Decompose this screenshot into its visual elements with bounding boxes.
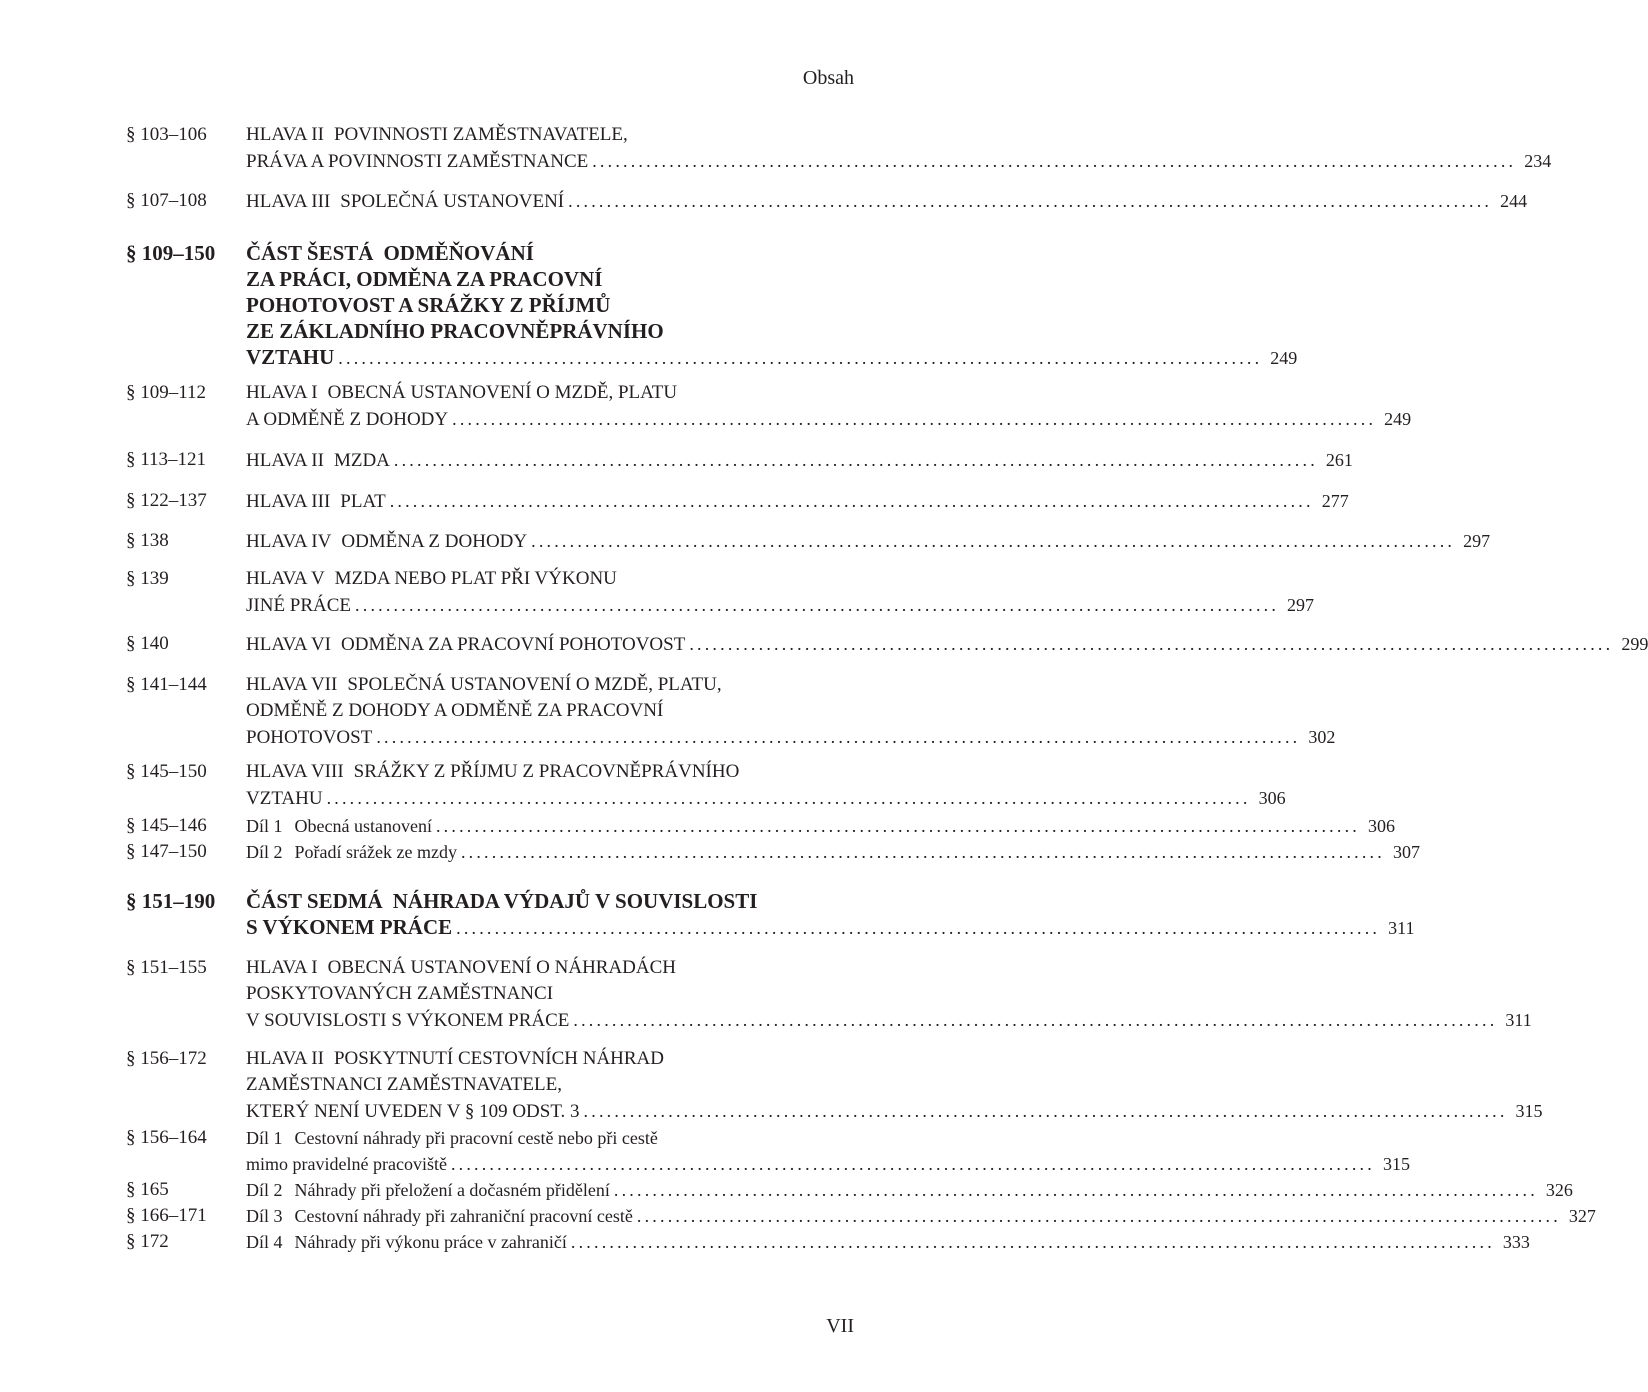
toc-subsection-entry (126, 839, 1420, 865)
page-number-ref: 277 (1321, 491, 1349, 511)
dot-leader: ........................................................................................................................ (393, 450, 1318, 470)
entry-title-line: POSKYTOVANÝCH ZAMĚSTNANCI (246, 983, 554, 1004)
toc-line (126, 1203, 1596, 1229)
entry-title-line: OBECNÁ USTANOVENÍ O MZDĚ, PLATU (327, 382, 678, 403)
entry-label: HLAVA III (246, 191, 331, 212)
toc-line (126, 1098, 1543, 1124)
toc-line (126, 148, 1552, 174)
toc-line (126, 1007, 1532, 1033)
toc-line (126, 785, 1286, 811)
entry-title-line: ODMĚNA ZA PRACOVNÍ POHOTOVOST (341, 634, 686, 655)
section-range: § 141–144 (126, 674, 207, 695)
entry-label: ČÁST SEDMÁ (246, 889, 383, 913)
page-number-ref: 315 (1382, 1154, 1410, 1174)
entry-label: Díl 1 (246, 1128, 283, 1148)
section-range: § 156–164 (126, 1127, 207, 1148)
toc-part-entry (126, 240, 1298, 370)
entry-title-line: JINÉ PRÁCE (246, 595, 352, 616)
dot-leader: ........................................................................................................................ (450, 1154, 1375, 1174)
section-range: § 122–137 (126, 490, 207, 511)
toc-chapter-entry (126, 447, 1353, 473)
toc-subsection-entry (126, 1177, 1573, 1203)
page-number-ref: 234 (1524, 151, 1552, 171)
dot-leader: ........................................................................................................................ (689, 634, 1614, 654)
section-range: § 172 (126, 1231, 169, 1252)
entry-title-line: SPOLEČNÁ USTANOVENÍ (340, 191, 565, 212)
entry-title-line: SRÁŽKY Z PŘÍJMU Z PRACOVNĚPRÁVNÍHO (353, 761, 740, 782)
toc-line (126, 914, 1415, 940)
entry-title-line: ZA PRÁCI, ODMĚNA ZA PRACOVNÍ (246, 267, 603, 291)
page-number-ref: 249 (1270, 348, 1298, 368)
toc-line (126, 813, 1395, 839)
toc-chapter-entry (126, 1046, 1543, 1124)
page-number-ref: 306 (1258, 788, 1286, 808)
page-number-ref: 326 (1545, 1180, 1573, 1200)
entry-label: HLAVA I (246, 957, 318, 978)
page-number-ref: 327 (1568, 1206, 1596, 1226)
entry-title-line: ZAMĚSTNANCI ZAMĚSTNAVATELE, (246, 1074, 562, 1095)
section-range: § 156–172 (126, 1048, 207, 1069)
toc-subsection-entry (126, 1125, 1410, 1177)
page-number-ref: 315 (1515, 1101, 1543, 1121)
toc-line (126, 672, 854, 698)
entry-title-line: KTERÝ NENÍ UVEDEN V § 109 ODST. 3 (246, 1101, 580, 1122)
entry-title-line: POHOTOVOST (246, 727, 373, 748)
dot-leader: ........................................................................................................................ (456, 918, 1381, 938)
entry-title-line: S VÝKONEM PRÁCE (246, 915, 453, 939)
page-number-ref: 261 (1325, 450, 1353, 470)
toc-chapter-entry (126, 488, 1349, 514)
page-number: VII (826, 1315, 854, 1337)
toc-line (126, 1125, 854, 1151)
toc-line (126, 292, 854, 318)
toc-chapter-entry (126, 528, 1491, 554)
section-range: § 166–171 (126, 1205, 207, 1226)
entry-title-line: ZE ZÁKLADNÍHO PRACOVNĚPRÁVNÍHO (246, 319, 664, 343)
toc-line (126, 888, 854, 914)
toc-line (126, 266, 854, 292)
entry-label: Díl 1 (246, 816, 283, 836)
dot-leader: ........................................................................................................................ (531, 531, 1456, 551)
entry-title-line: ODMĚNĚ Z DOHODY A ODMĚNĚ ZA PRACOVNÍ (246, 700, 664, 721)
dot-leader: ........................................................................................................................ (326, 788, 1251, 808)
entry-title-line: Cestovní náhrady při zahraniční pracovní cestě (294, 1206, 633, 1226)
section-range: § 103–106 (126, 124, 207, 145)
dot-leader: ........................................................................................................................ (389, 491, 1314, 511)
entry-label: HLAVA IV (246, 531, 332, 552)
toc-chapter-entry (126, 955, 1532, 1033)
entry-title-line: Obecná ustanovení (294, 816, 432, 836)
section-range: § 107–108 (126, 190, 207, 211)
dot-leader: ........................................................................................................................ (573, 1010, 1498, 1030)
entry-label: HLAVA VI (246, 634, 331, 655)
entry-title-line: NÁHRADA VÝDAJŮ V SOUVISLOSTI (392, 889, 758, 913)
section-range: § 139 (126, 568, 169, 589)
entry-label: Díl 4 (246, 1232, 283, 1252)
toc-chapter-entry (126, 380, 1412, 432)
entry-label: Díl 2 (246, 1180, 283, 1200)
toc-line (126, 839, 1420, 865)
toc-line (126, 1046, 854, 1072)
section-range: § 145–150 (126, 761, 207, 782)
dot-leader: ........................................................................................................................ (583, 1101, 1508, 1121)
entry-label: HLAVA II (246, 1048, 324, 1069)
page-number-ref: 302 (1308, 727, 1336, 747)
entry-title-line: POSKYTNUTÍ CESTOVNÍCH NÁHRAD (333, 1048, 665, 1069)
toc-line (126, 488, 1349, 514)
entry-title-line: VZTAHU (246, 788, 323, 809)
toc-line (126, 122, 854, 148)
toc-line (126, 1177, 1573, 1203)
toc-line (126, 592, 1315, 618)
entry-label: HLAVA VII (246, 674, 338, 695)
toc-line (126, 631, 1648, 657)
entry-title-line: POVINNOSTI ZAMĚSTNAVATELE, (333, 124, 628, 145)
page-number-ref: 297 (1287, 595, 1315, 615)
page-number-ref: 306 (1367, 816, 1395, 836)
section-range: § 147–150 (126, 841, 207, 862)
dot-leader: ........................................................................................................................ (592, 151, 1517, 171)
section-range: § 109–150 (126, 241, 216, 265)
entry-title-line: PLAT (340, 491, 386, 512)
toc-line (126, 318, 854, 344)
toc-line (126, 981, 854, 1007)
dot-leader: ........................................................................................................................ (613, 1180, 1538, 1200)
section-range: § 145–146 (126, 815, 207, 836)
toc-chapter-entry (126, 631, 1648, 657)
page-number-ref: 299 (1621, 634, 1648, 654)
toc-line (126, 528, 1491, 554)
entry-title-line: SPOLEČNÁ USTANOVENÍ O MZDĚ, PLATU, (347, 674, 722, 695)
toc-line (126, 406, 1412, 432)
entry-label: HLAVA VIII (246, 761, 344, 782)
section-range: § 113–121 (126, 449, 207, 470)
dot-leader: ........................................................................................................................ (452, 409, 1377, 429)
page-number-ref: 244 (1500, 191, 1528, 211)
toc-chapter-entry (126, 188, 1528, 214)
toc-subsection-entry (126, 813, 1395, 839)
toc-line (126, 724, 1336, 750)
entry-title-line: VZTAHU (246, 345, 335, 369)
toc-line (126, 344, 1298, 370)
toc-line (126, 955, 854, 981)
entry-title-line: Pořadí srážek ze mzdy (294, 842, 457, 862)
entry-label: ČÁST ŠESTÁ (246, 241, 374, 265)
dot-leader: ........................................................................................................................ (435, 816, 1360, 836)
entry-label: HLAVA V (246, 568, 325, 589)
section-range: § 138 (126, 530, 169, 551)
entry-title-line: POHOTOVOST A SRÁŽKY Z PŘÍJMŮ (246, 293, 611, 317)
dot-leader: ........................................................................................................................ (636, 1206, 1561, 1226)
entry-title-line: Cestovní náhrady při pracovní cestě nebo při cestě (294, 1128, 658, 1148)
page-number-ref: 311 (1388, 918, 1415, 938)
entry-label: HLAVA II (246, 124, 324, 145)
section-range: § 109–112 (126, 382, 207, 403)
running-header: Obsah (802, 67, 854, 89)
toc-line (126, 447, 1353, 473)
entry-title-line: V SOUVISLOSTI S VÝKONEM PRÁCE (246, 1010, 570, 1031)
entry-label: Díl 3 (246, 1206, 283, 1226)
entry-title-line: ODMĚNA Z DOHODY (341, 531, 528, 552)
entry-label: Díl 2 (246, 842, 283, 862)
entry-label: HLAVA I (246, 382, 318, 403)
entry-title-line: MZDA (333, 450, 390, 471)
toc-line (126, 380, 854, 406)
entry-label: HLAVA II (246, 450, 324, 471)
table-of-contents (126, 0, 1648, 1392)
entry-title-line: PRÁVA A POVINNOSTI ZAMĚSTNANCE (246, 151, 589, 172)
toc-subsection-entry (126, 1203, 1596, 1229)
dot-leader: ........................................................................................................................ (568, 191, 1493, 211)
toc-line (126, 240, 854, 266)
toc-line (126, 1072, 854, 1098)
section-range: § 151–190 (126, 889, 216, 913)
toc-line (126, 188, 1528, 214)
dot-leader: ........................................................................................................................ (460, 842, 1385, 862)
page-number-ref: 311 (1505, 1010, 1532, 1030)
section-range: § 140 (126, 633, 169, 654)
toc-chapter-entry (126, 122, 1552, 174)
entry-title-line: ODMĚŇOVÁNÍ (383, 241, 534, 265)
toc-part-entry (126, 888, 1415, 940)
dot-leader: ........................................................................................................................ (570, 1232, 1495, 1252)
toc-chapter-entry (126, 759, 1286, 811)
entry-title-line: A ODMĚNĚ Z DOHODY (246, 409, 449, 430)
entry-label: HLAVA III (246, 491, 331, 512)
toc-chapter-entry (126, 672, 1336, 750)
page-number-ref: 297 (1463, 531, 1491, 551)
entry-title-line: Náhrady při výkonu práce v zahraničí (294, 1232, 567, 1252)
toc-line (126, 566, 854, 592)
dot-leader: ........................................................................................................................ (376, 727, 1301, 747)
toc-chapter-entry (126, 566, 1315, 618)
entry-title-line: MZDA NEBO PLAT PŘI VÝKONU (334, 568, 617, 589)
section-range: § 151–155 (126, 957, 207, 978)
page-number-ref: 333 (1502, 1232, 1530, 1252)
toc-line (126, 1151, 1410, 1177)
entry-title-line: OBECNÁ USTANOVENÍ O NÁHRADÁCH (327, 957, 677, 978)
dot-leader: ........................................................................................................................ (338, 348, 1263, 368)
toc-subsection-entry (126, 1229, 1530, 1255)
page-number-ref: 307 (1392, 842, 1420, 862)
entry-title-line: mimo pravidelné pracoviště (246, 1154, 447, 1174)
dot-leader: ........................................................................................................................ (355, 595, 1280, 615)
page-number-ref: 249 (1384, 409, 1412, 429)
section-range: § 165 (126, 1179, 169, 1200)
toc-line (126, 1229, 1530, 1255)
toc-line (126, 759, 854, 785)
entry-title-line: Náhrady při přeložení a dočasném přidělení (294, 1180, 610, 1200)
toc-line (126, 698, 854, 724)
